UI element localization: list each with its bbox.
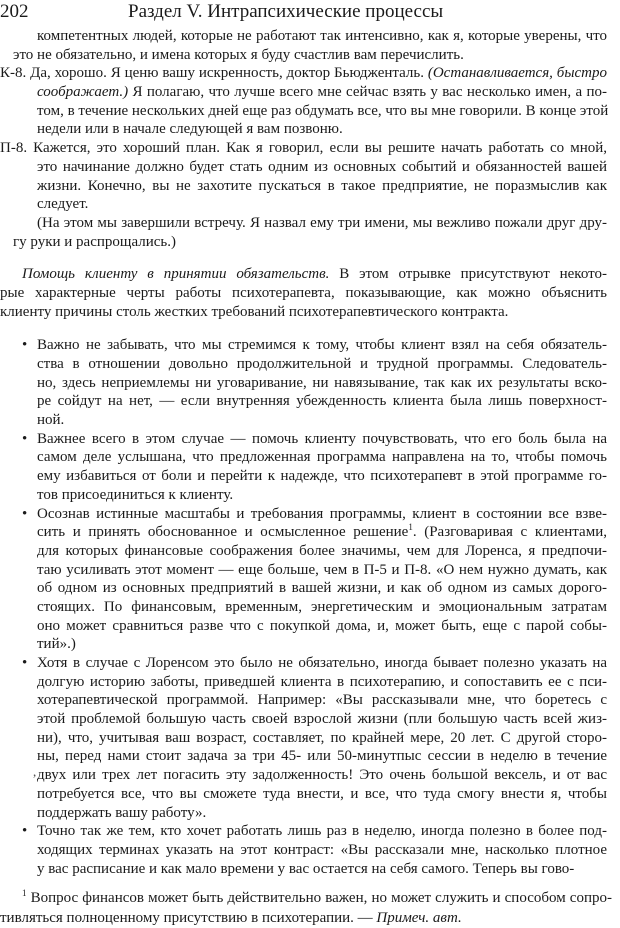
text-line bbox=[0, 747, 620, 766]
text-segment: ре сойдут на нет, — если внутренняя убежденность клиента была лишь поверхност- bbox=[37, 393, 607, 410]
text-segment: Точно так же тем, кто хочет работать лишь раз в неделю, иногда полезно в более под- bbox=[37, 823, 607, 840]
text-segment: П-8. Кажется, это хороший план. Как я говорил, если вы решите начать работать со мной, bbox=[0, 140, 607, 157]
text-segment: ходящих терминах указать на этот контраст: «Вы рассказали мне, насколько плотное bbox=[37, 841, 607, 858]
text-line bbox=[0, 214, 620, 233]
text-line bbox=[0, 265, 620, 284]
text-segment: В этом отрывке присутствуют некото- bbox=[329, 266, 607, 283]
text-segment: ему избавиться от боли и перейти к надежде, что психотерапевт в этой программе го- bbox=[37, 468, 607, 485]
text-segment: долгую историю заботы, приведшей клиента в психотерапию, и сопоставить ее с пси- bbox=[37, 673, 607, 690]
bullet-item bbox=[0, 430, 620, 505]
text-line bbox=[0, 888, 620, 908]
bullet-icon: • bbox=[22, 655, 28, 671]
text-line bbox=[0, 579, 620, 598]
text-segment: сить и принять обоснованное и осмысленное решение bbox=[37, 524, 409, 541]
text-line bbox=[0, 158, 620, 177]
text-line bbox=[0, 430, 620, 449]
text-segment: . (Разговаривая с клиентами, bbox=[412, 524, 607, 541]
text-line bbox=[0, 336, 620, 355]
text-line bbox=[0, 766, 620, 785]
text-line bbox=[0, 46, 620, 65]
text-segment: тий».) bbox=[37, 636, 76, 653]
text-segment: ны, перед нами стоит задача за три 45- или 50-минутпыс сессии в неделю в течение bbox=[37, 748, 607, 765]
text-line bbox=[0, 303, 620, 322]
bullet-icon: • bbox=[22, 823, 28, 840]
text-segment: самом деле услышана, что предложенная программа направлена на то, чтобы помочь bbox=[37, 449, 607, 466]
italic-text: (Останавливается, быстро bbox=[427, 65, 607, 82]
text-segment: для которых финансовые соображения более значимы, чем для Лоренса, я предпочи- bbox=[37, 542, 607, 559]
text-segment: стоящих. По финансовым, временным, энергетическим и эмоциональным затратам bbox=[37, 598, 607, 615]
text-line bbox=[0, 561, 620, 580]
text-line bbox=[0, 841, 620, 860]
text-segment: ства в отношении довольно продолжительной и трудной программы. Следователь- bbox=[37, 356, 607, 372]
text-line bbox=[0, 523, 620, 542]
text-line bbox=[0, 467, 620, 486]
text-segment: рые характерные черты работы психотерапевта, показывающие, как можно объяснить bbox=[0, 284, 607, 301]
text-segment: компетентных людей, которые не работают так интенсивно, как я, которые уверены, что bbox=[37, 28, 607, 44]
bullet-item bbox=[0, 822, 620, 878]
text-line bbox=[0, 804, 620, 823]
text-segment: недели или в начале следующей я вам позвоню. bbox=[37, 121, 343, 138]
bullet-item bbox=[0, 505, 620, 655]
text-segment: оно может сравниться разве что с покупкой дома, и, может быть, еще с парой собы- bbox=[37, 617, 607, 634]
bullet-item bbox=[0, 654, 620, 822]
text-line bbox=[0, 411, 620, 430]
text-line bbox=[0, 710, 620, 729]
text-segment: Вопрос финансов может быть действительно важен, но может служить и способом сопро- bbox=[26, 890, 612, 907]
bullet-icon: • bbox=[22, 430, 28, 447]
text-line bbox=[0, 785, 620, 804]
text-line bbox=[0, 505, 620, 524]
page-header bbox=[0, 0, 620, 24]
text-segment: Осознав истинные масштабы и требования программы, клиент в состоянии все взве- bbox=[37, 505, 607, 522]
text-line bbox=[0, 195, 620, 214]
footnote-marker: 1 bbox=[408, 522, 413, 533]
text-segment: (На этом мы завершили встречу. Я назвал ему три имени, мы вежливо пожали друг дру- bbox=[37, 214, 607, 231]
bullet-item bbox=[0, 336, 620, 429]
text-segment: Важнее всего в этом случае — помочь клиенту почувствовать, что его боль была на bbox=[37, 430, 607, 447]
dialog-turn bbox=[0, 64, 620, 139]
text-line bbox=[0, 486, 620, 505]
text-line bbox=[0, 139, 620, 158]
text-line bbox=[0, 908, 620, 928]
text-line bbox=[0, 635, 620, 654]
text-line bbox=[0, 691, 620, 710]
italic-text: Примеч. авт. bbox=[376, 910, 462, 927]
text-segment: Я полагаю, что лучше всего мне сейчас взять у вас несколько имен, а по- bbox=[128, 84, 607, 101]
text-line bbox=[0, 27, 620, 46]
text-segment: таю усиливать этот момент — еще больше, чем в П-5 и П-8. «О нем нужно думать, как bbox=[37, 561, 607, 578]
text-segment: жизни. Конечно, вы не захотите пускаться в такое предприятие, не поразмыслив как bbox=[37, 177, 607, 194]
text-line bbox=[0, 860, 620, 879]
paragraph bbox=[0, 27, 620, 64]
text-segment: Важно не забывать, что мы стремимся к тому, чтобы клиент взял на себя обязатель- bbox=[37, 337, 607, 354]
text-segment: об одном из основных предприятий в вашей жизни, и как об одном из самых дорого- bbox=[37, 580, 607, 597]
running-title: Раздел V. Интрапсихические процессы bbox=[128, 1, 444, 22]
text-line bbox=[0, 64, 620, 83]
italic-text: Помощь клиенту в принятии обязательств. bbox=[22, 266, 330, 283]
text-line bbox=[0, 284, 620, 303]
text-segment: хотерапевтической программой. Например: «Вы рассказывали мне, что боретесь с bbox=[37, 692, 607, 709]
text-segment: К-8. Да, хорошо. Я ценю вашу искренность, доктор Бьюдженталь. bbox=[0, 65, 428, 82]
footnote bbox=[0, 888, 620, 928]
text-segment: поддержать вашу работу». bbox=[37, 804, 207, 821]
text-segment: у вас расписание и как мало времени у вас остается на себя самого. Теперь вы гово- bbox=[37, 860, 575, 877]
text-line bbox=[0, 233, 620, 252]
paragraph bbox=[0, 214, 620, 251]
text-segment: гу руки и распрощались.) bbox=[13, 233, 176, 250]
text-segment: это не обязательно, и имена которых я буду счастлив вам перечислить. bbox=[13, 46, 464, 63]
text-line bbox=[0, 102, 620, 121]
text-segment: потребуется все, что вы сможете туда внести, и все, что туда смогу внести я, чтобы bbox=[37, 785, 607, 802]
text-line bbox=[0, 654, 620, 673]
text-segment: ной. bbox=[37, 412, 65, 429]
text-segment: этой проблемой большую часть своей взрослой жизни (пли большую часть всей жиз- bbox=[37, 711, 607, 728]
text-line bbox=[0, 822, 620, 841]
footnote-marker: 1 bbox=[22, 888, 27, 899]
text-line bbox=[0, 355, 620, 374]
text-line bbox=[0, 120, 620, 139]
text-line bbox=[0, 673, 620, 692]
text-segment: но, здесь неприемлемы ни уговаривание, ни навязывание, так как их результаты вско- bbox=[37, 374, 607, 391]
bullet-icon: • bbox=[22, 337, 28, 354]
text-line bbox=[0, 374, 620, 393]
text-segment: тов присоединиться к клиенту. bbox=[37, 486, 234, 503]
italic-text: соображает.) bbox=[37, 84, 129, 101]
text-segment: Хотя в случае с Лоренсом это было не обязательно, иногда бывает полезно указать на bbox=[37, 655, 607, 671]
text-line bbox=[0, 617, 620, 636]
text-segment: ни), что, учитывая ваш возраст, составляет, по крайней мере, 20 лет. С другой сторо- bbox=[37, 729, 607, 746]
text-line bbox=[0, 598, 620, 617]
text-segment: следует. bbox=[37, 196, 89, 213]
page-body bbox=[0, 27, 620, 928]
text-line bbox=[0, 177, 620, 196]
page-number: 202 bbox=[0, 1, 29, 22]
paragraph bbox=[0, 265, 620, 321]
margin-mark: , bbox=[33, 764, 37, 779]
text-segment: клиенту причины столь жестких требований психотерапевтического контракта. bbox=[0, 303, 509, 320]
text-line bbox=[0, 448, 620, 467]
bullet-icon: • bbox=[22, 505, 28, 522]
text-segment: том, в течение нескольких дней еще раз обдумать все, что вы мне говорили. В конце этой bbox=[37, 102, 609, 119]
text-segment: двух или трех лет погасить эту задолженность! Это очень большой вексель, и от вас bbox=[37, 767, 607, 784]
text-segment: тивляться полноценному присутствию в психотерапии. — bbox=[0, 910, 377, 927]
dialog-turn bbox=[0, 139, 620, 214]
text-segment: это начинание должно будет стать одним из основных событий и обязанностей вашей bbox=[37, 158, 607, 175]
text-line bbox=[0, 729, 620, 748]
text-line bbox=[0, 392, 620, 411]
text-line bbox=[0, 542, 620, 561]
text-line bbox=[0, 83, 620, 102]
